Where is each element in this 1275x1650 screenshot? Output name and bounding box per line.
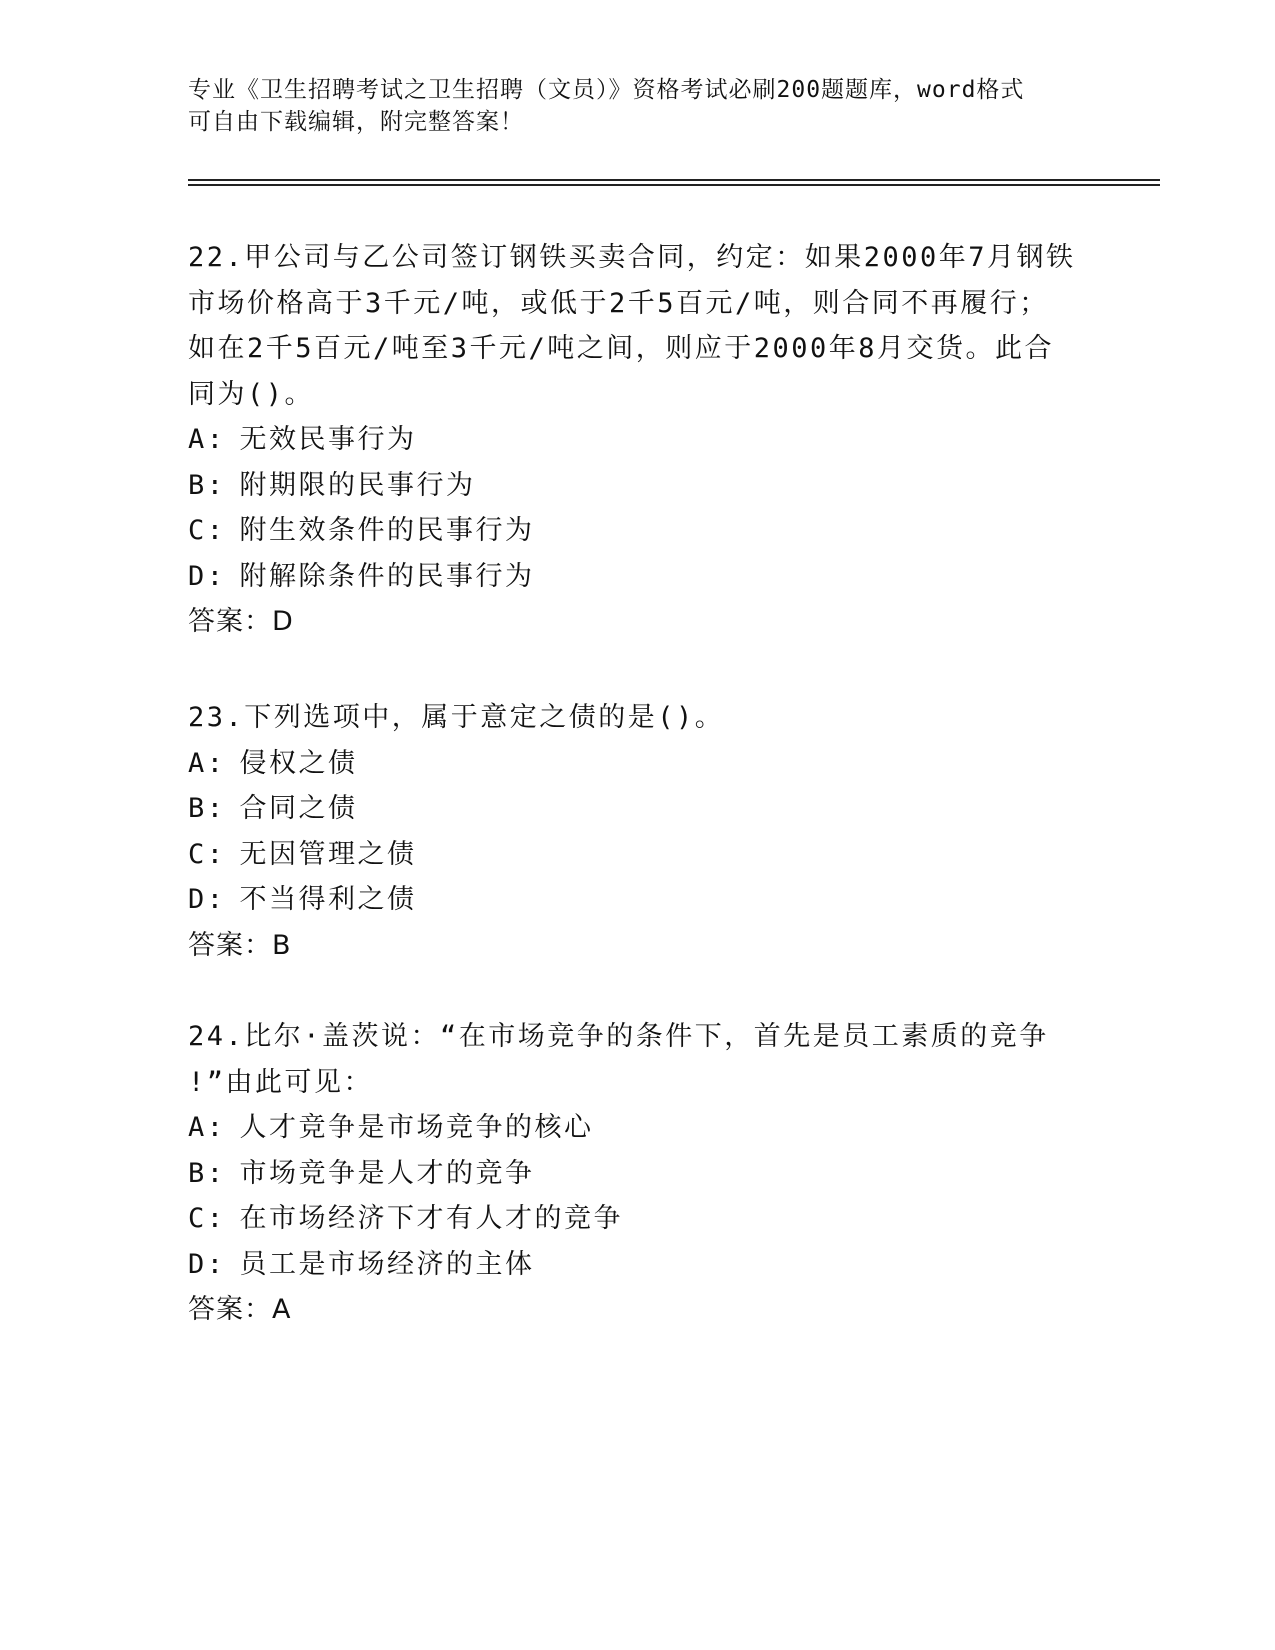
answer [188,923,1088,969]
option-c [188,508,1088,554]
header-line-2: 可自由下载编辑，附完整答案！ [188,109,524,135]
option-a [188,741,1088,787]
option-b [188,1151,1088,1197]
option-key: D: [188,1248,226,1280]
option-b [188,786,1088,832]
option-c [188,1196,1088,1242]
option-key: C: [188,838,226,870]
option-text: 附生效条件的民事行为 [239,515,535,546]
option-d [188,1242,1088,1288]
option-key: A: [188,424,226,455]
header-divider-bottom [188,184,1160,186]
answer-value: A [272,1294,292,1325]
answer-value: B [272,929,292,961]
option-text: 在市场经济下才有人才的竞争 [239,1203,624,1234]
option-text: 人才竞争是市场竞争的核心 [239,1112,594,1143]
option-text: 无因管理之债 [239,838,417,870]
option-b [188,463,1088,509]
answer-label: 答案： [188,1294,272,1325]
option-text: 员工是市场经济的主体 [239,1248,535,1280]
answer [188,1287,1088,1333]
option-text: 市场竞争是人才的竞争 [239,1157,535,1189]
answer [188,599,1088,645]
option-key: B: [188,1157,226,1189]
option-a [188,417,1088,463]
question-stem-line: 如在2千5百元/吨至3千元/吨之间，则应于2000年8月交货。此合 [188,333,1055,364]
question-stem-line: 市场价格高于3千元/吨，或低于2千5百元/吨，则合同不再履行； [188,287,1049,319]
answer-label: 答案： [188,929,272,961]
question-22 [188,235,1088,645]
answer-value: D [272,606,294,637]
document-header [188,74,1088,138]
option-text: 附期限的民事行为 [239,469,476,501]
option-key: A: [188,747,226,779]
option-key: C: [188,1203,226,1234]
header-divider-top [188,179,1160,181]
question-stem-line: 23.下列选项中，属于意定之债的是()。 [188,702,725,733]
option-d [188,877,1088,923]
option-key: A: [188,1112,226,1143]
header-line-1: 专业《卫生招聘考试之卫生招聘（文员）》资格考试必刷200题题库，word格式 [188,77,1025,103]
option-key: B: [188,793,226,824]
option-d [188,554,1088,600]
question-stem-line: 同为()。 [188,378,315,410]
question-23 [188,695,1088,968]
question-stem-line: !”由此可见： [188,1066,374,1098]
option-key: D: [188,560,226,592]
answer-label: 答案： [188,606,272,637]
option-text: 合同之债 [239,793,358,824]
option-text: 无效民事行为 [239,424,417,455]
option-text: 不当得利之债 [239,884,417,915]
question-stem-line: 22.甲公司与乙公司签订钢铁买卖合同，约定：如果2000年7月钢铁 [188,242,1076,273]
question-24 [188,1014,1088,1333]
option-key: B: [188,469,226,501]
option-text: 侵权之债 [239,747,358,779]
option-text: 附解除条件的民事行为 [239,560,535,592]
option-c [188,832,1088,878]
option-a [188,1105,1088,1151]
option-key: C: [188,515,226,546]
option-key: D: [188,884,226,915]
question-stem-line: 24.比尔·盖茨说：“在市场竞争的条件下，首先是员工素质的竞争 [188,1021,1049,1052]
